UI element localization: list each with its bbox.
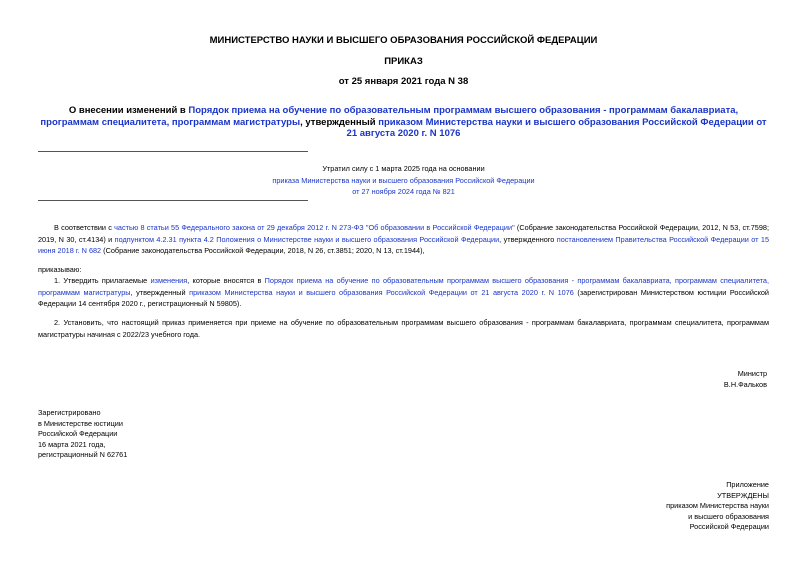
procedure-link[interactable]: Порядок приема на обучение по образовательным программам высшего образования - программам бакалавриата, программам специалитета, программам магистратуры: [40, 105, 739, 128]
subject-prefix: О внесении изменений в: [68, 105, 189, 116]
procedure-link[interactable]: Порядок приема на обучение по образовательным программам высшего образования - программам бакалавриата, программам специалитета, программам магистратуры: [38, 276, 769, 297]
registration-line: 16 марта 2021 года,: [38, 439, 106, 449]
signature-block: [724, 369, 767, 390]
appendix-line: УТВЕРЖДЕНЫ: [717, 490, 769, 500]
order-1076-link[interactable]: приказом Министерства науки и высшего образования Российской Федерации от 21 августа 2020 г. N 1076: [346, 116, 767, 139]
preamble-text: (Собрание законодательства Российской Федерации, 2012, N 53, ст.7598; 2019, N 30, ст.4134) и: [38, 223, 769, 244]
divider-top: [38, 151, 308, 152]
changes-link[interactable]: изменения: [150, 276, 188, 285]
document-subject: [40, 105, 767, 140]
registration-line: Российской Федерации: [38, 429, 118, 438]
signature-name: В.Н.Фальков: [723, 379, 767, 389]
document-type: ПРИКАЗ: [384, 56, 423, 67]
order-word: приказываю:: [38, 265, 82, 274]
item-1-text: , утвержденный: [130, 287, 190, 297]
subject-middle: , утвержденный: [300, 116, 379, 128]
registration-line: в Министерстве юстиции: [38, 418, 123, 428]
signature-title: Министр: [737, 369, 767, 378]
government-decree-link[interactable]: постановлением Правительства Российской Федерации от 15 июня 2018 г. N 682: [38, 234, 770, 255]
item-1-paragraph: [38, 275, 769, 310]
appendix-block: [666, 480, 769, 533]
appendix-line: и высшего образования: [688, 511, 769, 521]
appendix-line: Приложение: [726, 480, 769, 489]
law-273-link[interactable]: частью 8 статьи 55 Федерального закона от 29 декабря 2012 г. N 273-ФЗ "Об образовании в Российской Федерации": [114, 223, 515, 232]
registration-line: Зарегистрировано: [38, 408, 101, 417]
item-2-paragraph: 2. Установить, что настоящий приказ применяется при приеме на обучение по образовательным программам высшего образования - программам бакалавриата, программам специалитета, программам магистратуры начиная с 2022/23 учебного года.: [38, 318, 769, 339]
preamble-text: (Собрание законодательства Российской Федерации, 2018, N 26, ст.3851; 2020, N 13, ст.1944),: [101, 246, 425, 255]
preamble-paragraph: [38, 222, 769, 257]
preamble-text: , утвержденного: [499, 234, 557, 244]
regulation-subclause-link[interactable]: подпунктом 4.2.31 пункта 4.2 Положения о Министерстве науки и высшего образования Российской Федерации: [114, 234, 500, 244]
ministry-heading: МИНИСТЕРСТВО НАУКИ И ВЫСШЕГО ОБРАЗОВАНИЯ РОССИЙСКОЙ ФЕДЕРАЦИИ: [209, 35, 598, 46]
order-1076-link[interactable]: приказом Министерства науки и высшего образования Российской Федерации от 21 августа 2020 г. N 1076: [189, 287, 574, 297]
item-1-text: 1. Утвердить прилагаемые: [54, 276, 151, 285]
invalidation-order-date-link[interactable]: от 27 ноября 2024 года № 821: [352, 187, 455, 196]
registration-line: регистрационный N 62761: [38, 450, 128, 459]
appendix-line: приказом Министерства науки: [666, 501, 769, 510]
divider-bottom: [38, 200, 308, 201]
invalidation-order-link[interactable]: приказа Министерства науки и высшего образования Российской Федерации: [272, 175, 535, 185]
invalidation-note: [38, 163, 769, 198]
preamble-text: В соответствии с: [54, 223, 115, 232]
invalidation-line: Утратил силу с 1 марта 2025 года на основании: [322, 164, 485, 173]
document-date: от 25 января 2021 года N 38: [338, 76, 469, 87]
item-1-text: , которые вносятся в: [187, 276, 265, 285]
item-1-text: (зарегистрирован Министерством юстиции Российской Федерации 14 сентября 2020 г., регистрационный N 59805).: [38, 287, 770, 308]
appendix-line: Российской Федерации: [689, 522, 769, 531]
registration-block: [38, 408, 127, 461]
